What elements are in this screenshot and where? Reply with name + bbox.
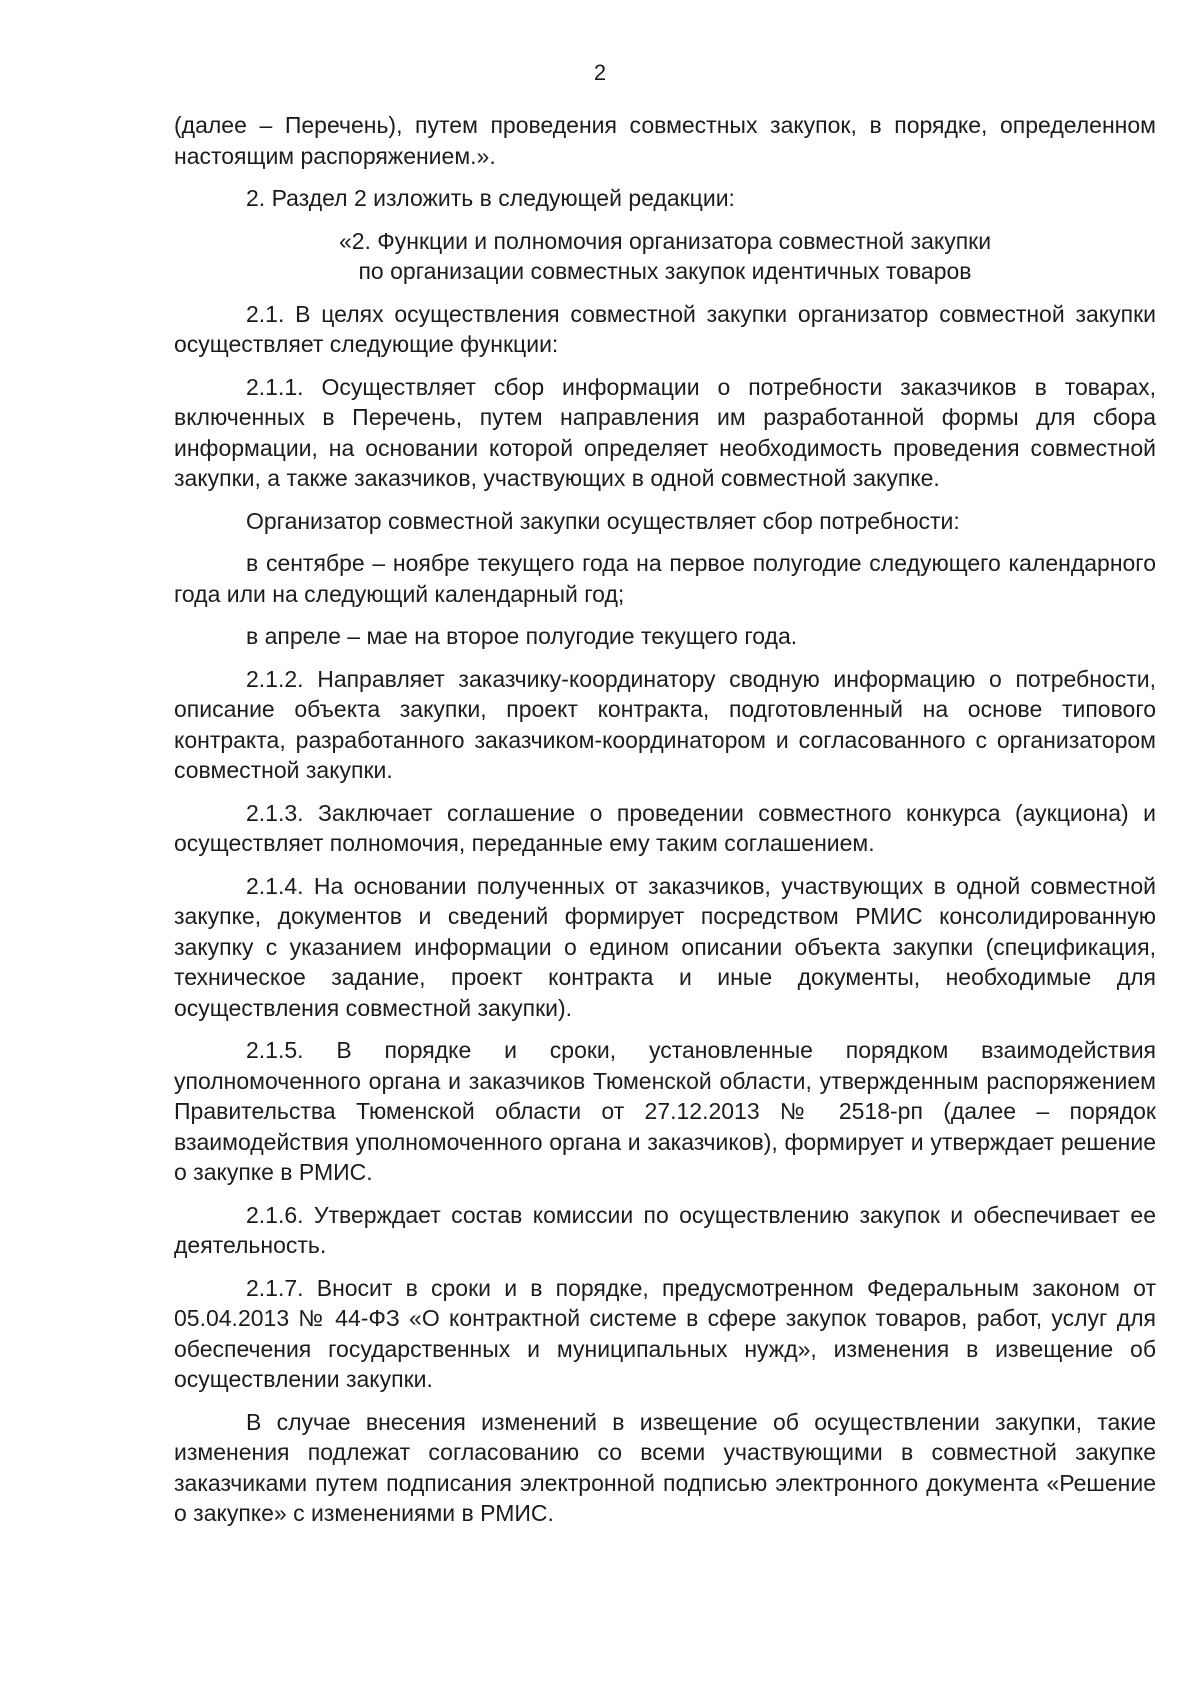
paragraph-2-1-2: 2.1.2. Направляет заказчику-координатору сводную информацию о потребности, описание объекта закупки, проект контракта, подготовленный на основе типового контракта, разработанного заказчиком-координатором и согласованного с организатором совместной закупки. <box>174 665 1156 783</box>
paragraph-continuation: (далее – Перечень), путем проведения совместных закупок, в порядке, определенном настоящим распоряжением.». <box>174 112 1156 169</box>
paragraph-collection-autumn: в сентябре – ноябре текущего года на первое полугодие следующего календарного года или на следующий календарный год; <box>174 550 1156 607</box>
paragraph-2-1-3: 2.1.3. Заключает соглашение о проведении совместного конкурса (аукциона) и осуществляет полномочия, переданные ему таким соглашением. <box>174 799 1156 856</box>
paragraph-collection-intro: Организатор совместной закупки осуществляет сбор потребности: <box>246 507 960 534</box>
paragraph-2-1-5: 2.1.5. В порядке и сроки, установленные порядком взаимодействия уполномоченного органа и заказчиков Тюменской области, утвержденным распоряжением Правительства Тюменской области от 27.12.2013 № 2518-рп (далее – порядок взаимодействия уполномоченного органа и заказчиков), формирует и утверждает решение о закупке в РМИС. <box>174 1037 1156 1185</box>
paragraph-changes-approval: В случае внесения изменений в извещение об осуществлении закупки, такие изменения подлежат согласованию со всеми участвующими в совместной закупке заказчиками путем подписания электронной подписью электронного документа «Решение о закупке» с изменениями в РМИС. <box>174 1408 1156 1526</box>
section-heading-line-1: «2. Функции и полномочия организатора совместной закупки <box>338 227 992 254</box>
document-body <box>174 110 1156 1541</box>
paragraph-2-1-4: 2.1.4. На основании полученных от заказчиков, участвующих в одной совместной закупке, документов и сведений формирует посредством РМИС консолидированную закупку с указанием информации о едином описании объекта закупки (спецификация, техническое задание, проект контракта и иные документы, необходимые для осуществления совместной закупки). <box>174 872 1156 1021</box>
paragraph-item-2: 2. Раздел 2 изложить в следующей редакции: <box>246 185 735 211</box>
paragraph-collection-spring: в апреле – мае на второе полугодие текущего года. <box>246 623 798 649</box>
section-heading <box>174 226 1156 287</box>
paragraph-2-1-6: 2.1.6. Утверждает состав комиссии по осуществлению закупок и обеспечивает ее деятельность. <box>174 1201 1156 1258</box>
paragraph-2-1-7: 2.1.7. Вносит в сроки и в порядке, предусмотренном Федеральным законом от 05.04.2013 № 44-ФЗ «О контрактной системе в сфере закупок товаров, работ, услуг для обеспечения государственных и муниципальных нужд», изменения в извещение об осуществлении закупки. <box>174 1274 1156 1392</box>
section-heading-line-2: по организации совместных закупок идентичных товаров <box>358 258 972 284</box>
paragraph-2-1: 2.1. В целях осуществления совместной закупки организатор совместной закупки осуществляет следующие функции: <box>174 300 1156 357</box>
paragraph-2-1-1: 2.1.1. Осуществляет сбор информации о потребности заказчиков в товарах, включенных в Перечень, путем направления им разработанной формы для сбора информации, на основании которой определяет необходимость проведения совместной закупки, а также заказчиков, участвующих в одной совместной закупке. <box>174 373 1156 491</box>
page-number: 2 <box>593 60 607 85</box>
